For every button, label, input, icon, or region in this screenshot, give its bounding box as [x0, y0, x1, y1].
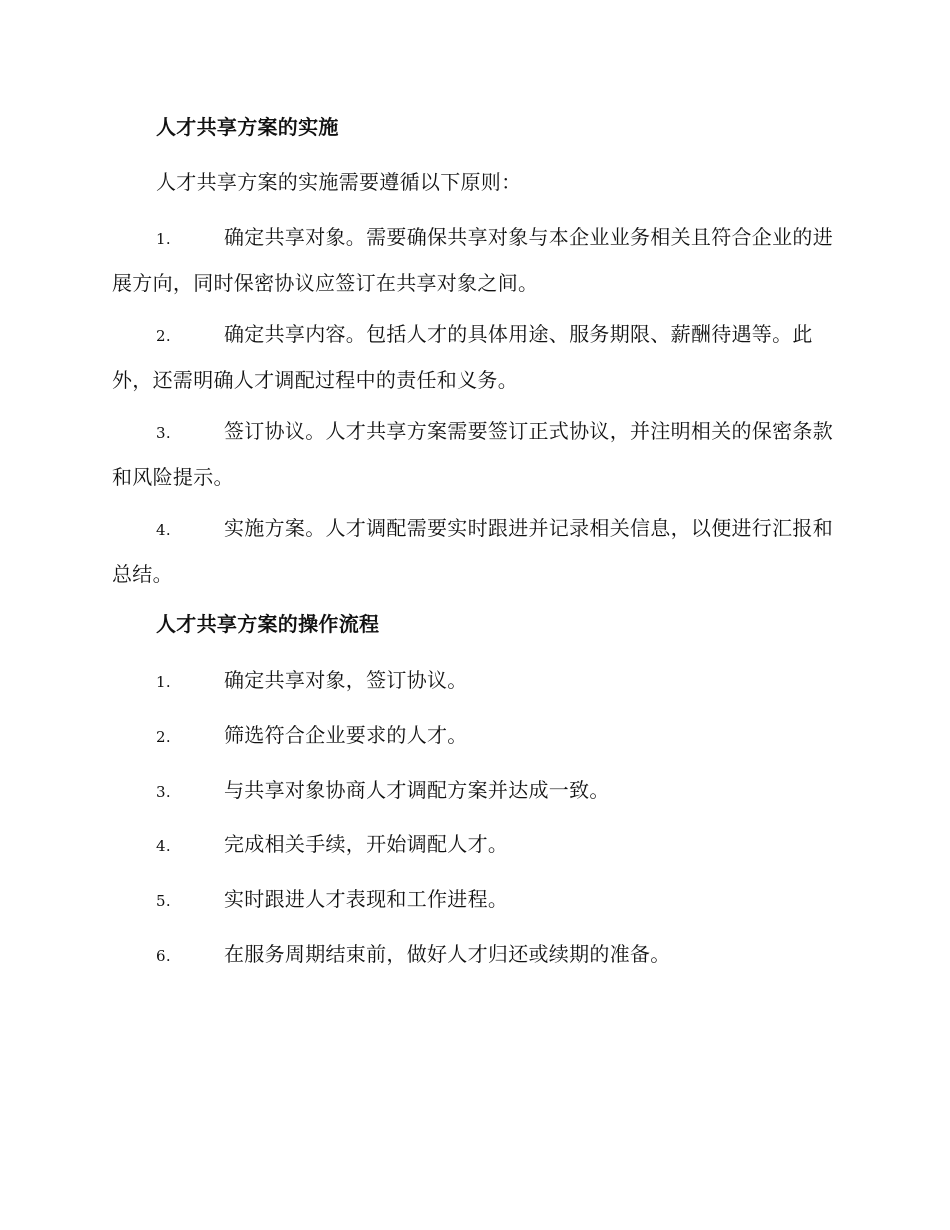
list-item [112, 768, 837, 814]
list-text: 筛选符合企业要求的人才。 [224, 723, 468, 747]
list-number: 4. [156, 837, 171, 855]
list-item [112, 822, 837, 868]
section-heading-process: 人才共享方案的操作流程 [156, 612, 380, 636]
list-text: 与共享对象协商人才调配方案并达成一致。 [224, 778, 610, 802]
list-number: 1. [156, 673, 171, 691]
list-number: 5. [156, 892, 171, 910]
list-number: 2. [156, 728, 171, 746]
list-number: 3. [156, 783, 171, 801]
list-text: 实施方案。人才调配需要实时跟进并记录相关信息，以便进行汇报和总结。 [112, 516, 833, 586]
list-item [112, 877, 837, 923]
list-text: 实时跟进人才表现和工作进程。 [224, 887, 509, 911]
list-number: 1. [156, 230, 171, 248]
list-number: 6. [156, 947, 171, 965]
list-item [112, 658, 837, 704]
list-number: 3. [156, 424, 171, 442]
list-item [112, 713, 837, 759]
list-text: 在服务周期结束前，做好人才归还或续期的准备。 [224, 942, 671, 966]
list-text: 确定共享内容。包括人才的具体用途、服务期限、薪酬待遇等。此外，还需明确人才调配过程中的责任和义务。 [112, 322, 813, 392]
list-text: 完成相关手续，开始调配人才。 [224, 832, 509, 856]
section-intro: 人才共享方案的实施需要遵循以下原则： [156, 170, 522, 194]
list-item [112, 215, 837, 305]
list-number: 2. [156, 327, 171, 345]
list-item [112, 409, 837, 499]
list-text: 确定共享对象，签订协议。 [224, 668, 468, 692]
section-heading-implementation: 人才共享方案的实施 [156, 115, 339, 139]
list-text: 确定共享对象。需要确保共享对象与本企业业务相关且符合企业的进展方向，同时保密协议应签订在共享对象之间。 [112, 225, 833, 295]
list-item [112, 506, 837, 596]
list-item [112, 932, 837, 978]
list-number: 4. [156, 521, 171, 539]
list-text: 签订协议。人才共享方案需要签订正式协议，并注明相关的保密条款和风险提示。 [112, 419, 833, 489]
list-item [112, 312, 837, 402]
